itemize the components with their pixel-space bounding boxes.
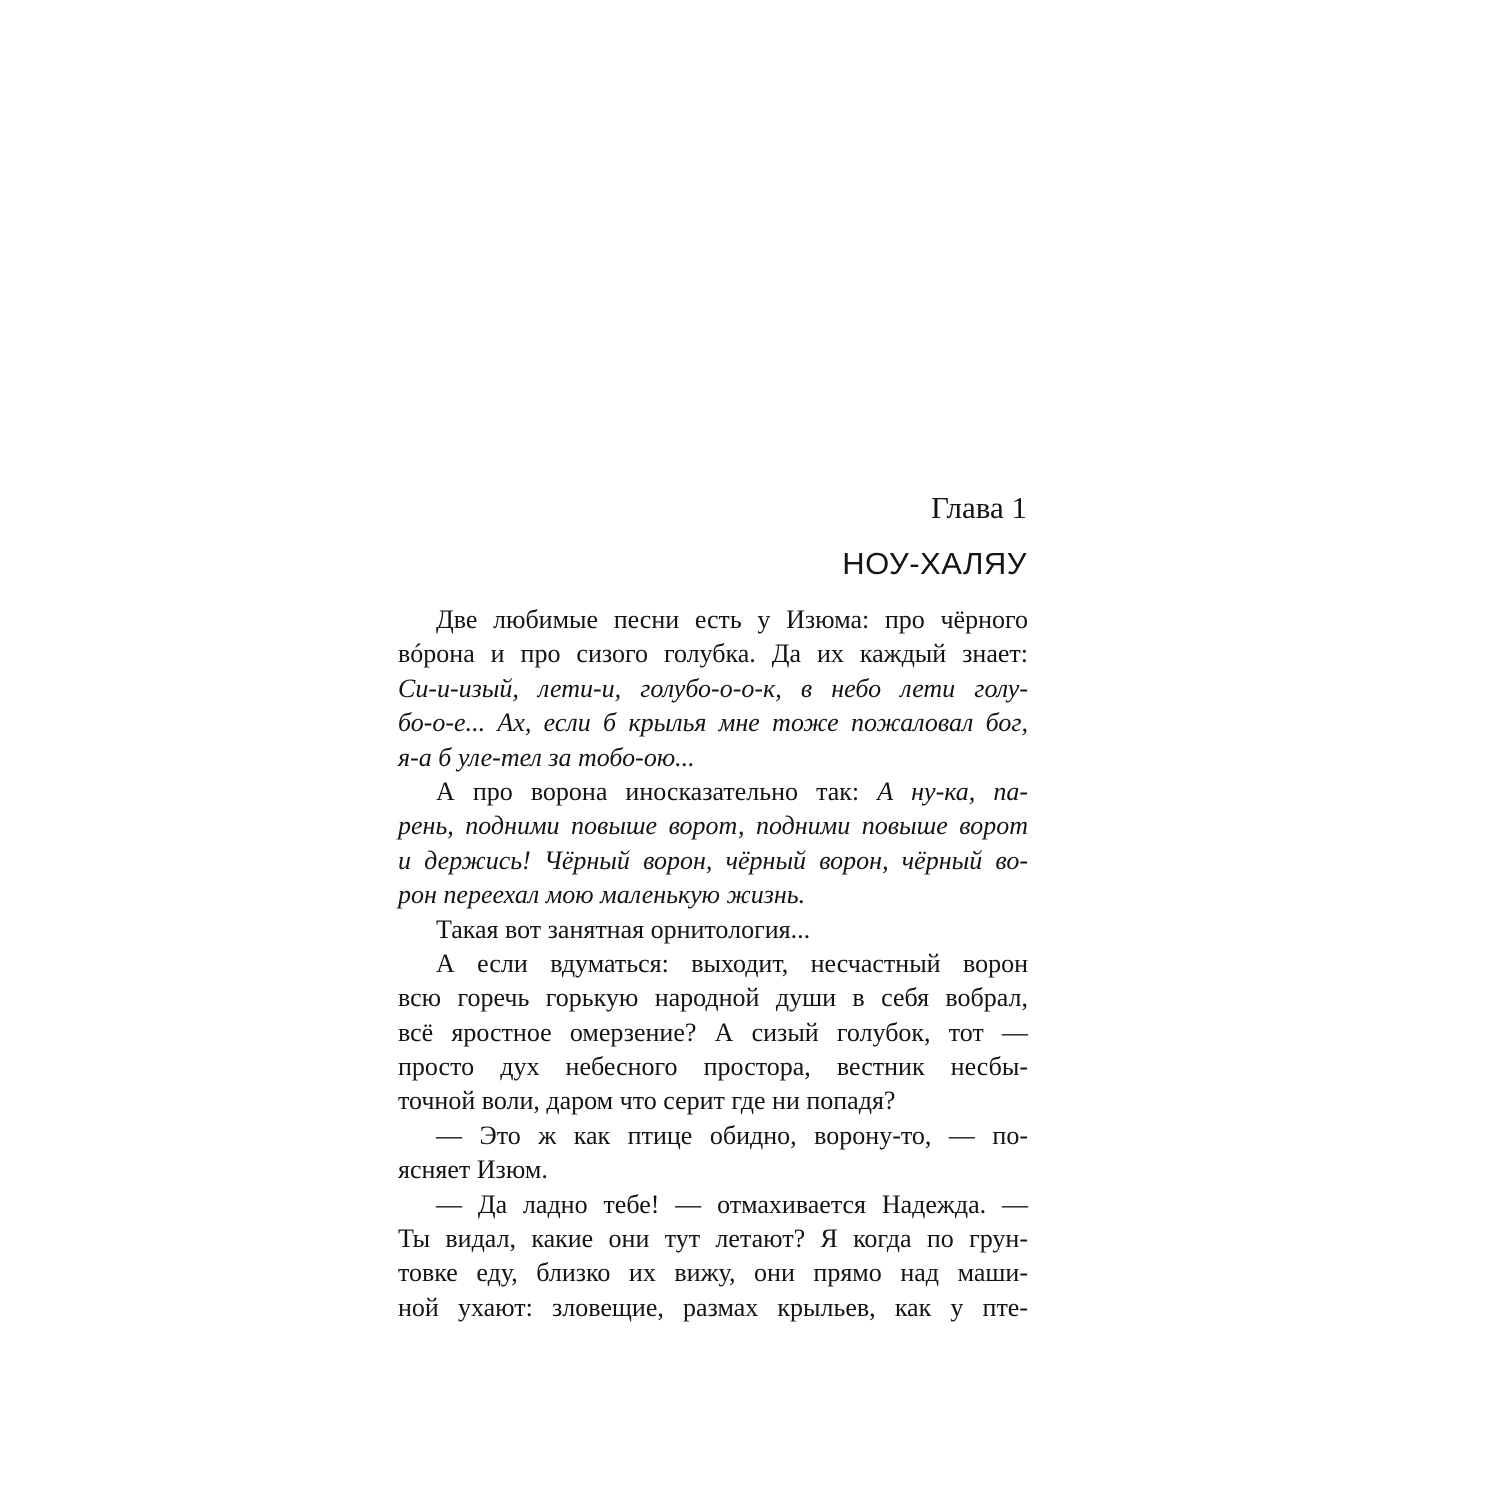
text-line: — Это ж как птице обидно, ворону-то, — по- [436,1120,1028,1150]
text-line: бо-о-е... Ах, если б крылья мне тоже пожаловал бог, [398,708,1028,738]
text-line: и держись! Чёрный ворон, чёрный ворон, чёрный во- [398,845,1028,875]
text-line: Ты видал, какие они тут летают? Я когда по грун- [398,1224,1028,1254]
text-line: рень, подними повыше ворот, подними повыше ворот [398,811,1028,841]
text-line: Такая вот занятная орнитология... [436,914,811,944]
text-line: товке еду, близко их вижу, они прямо над маши- [398,1258,1028,1288]
text-line: я-а б уле-тел за тобо-ою... [398,742,695,772]
text-line: просто дух небесного простора, вестник несбы- [398,1052,1028,1082]
text-line: Си-и-изый, лети-и, голубо-о-о-к, в небо лети голу- [398,673,1028,703]
text-line: Две любимые песни есть у Изюма: про чёрного [436,605,1028,634]
text-span: А про ворона иносказательно так: [436,776,878,806]
text-line: А если вдуматься: выходит, несчастный ворон [436,948,1028,978]
body-text [398,603,1028,1325]
text-line: всё яростное омерзение? А сизый голубок, тот — [398,1017,1028,1047]
text-line: ясняет Изюм. [398,1155,548,1185]
text-line: — Да ладно тебе! — отмахивается Надежда. — [436,1189,1028,1219]
text-line [398,775,1028,809]
chapter-number: Глава 1 [930,490,1027,525]
text-line: вóрона и про сизого голубка. Да их каждый знает: [398,639,1028,669]
text-line: всю горечь горькую народной души в себя вобрал, [398,983,1028,1013]
text-line: точной воли, даром что серит где ни попадя? [398,1086,896,1116]
text-line: ной ухают: зловещие, размах крыльев, как у пте- [398,1292,1028,1322]
chapter-title: НОУ-ХАЛЯУ [842,546,1027,581]
text-line: рон переехал мою маленькую жизнь. [398,880,806,910]
text-span: А ну-ка, па- [877,776,1028,806]
